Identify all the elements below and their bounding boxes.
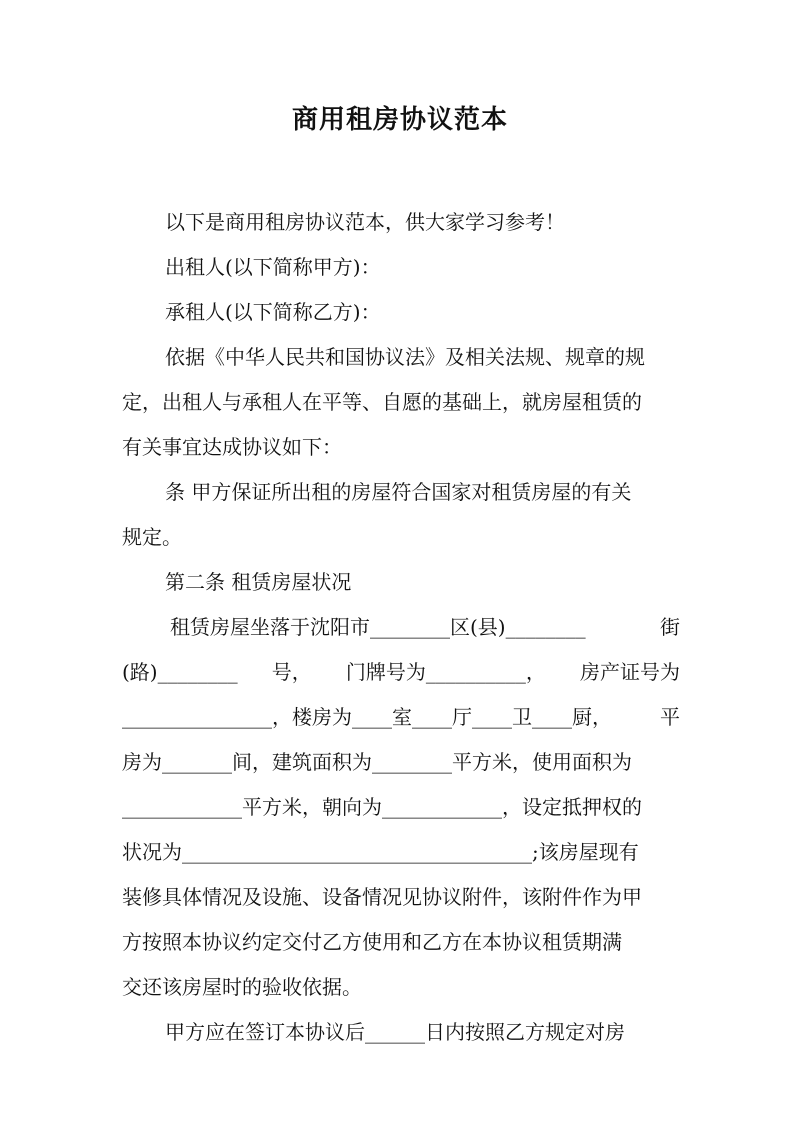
rooms-text: _______________，楼房为____室____厅____卫____厨， bbox=[122, 705, 612, 729]
basis-line-3: 有关事宜达成协议如下： bbox=[122, 435, 342, 459]
intro-line: 以下是商用租房协议范本，供大家学习参考！ bbox=[165, 210, 565, 234]
basis-line-1: 依据《中华人民共和国协议法》及相关法规、规章的规 bbox=[165, 345, 645, 369]
status-line-1: 状况为___________________________________;该房屋现有 bbox=[122, 840, 639, 864]
number-text: 号， bbox=[271, 660, 312, 684]
article-2-heading: 第二条 租赁房屋状况 bbox=[165, 570, 352, 594]
status-line-2: 装修具体情况及设施、设备情况见协议附件，该附件作为甲 bbox=[122, 885, 642, 909]
location-text-end: 街 bbox=[660, 615, 680, 639]
road-text: (路)________ bbox=[122, 660, 238, 684]
location-line bbox=[122, 605, 680, 650]
lessee-line: 承租人(以下简称乙方)： bbox=[165, 300, 381, 324]
area-line-1: 房为_______间，建筑面积为________平方米，使用面积为 bbox=[122, 750, 632, 774]
status-line-3: 方按照本协议约定交付乙方使用和乙方在本协议租赁期满 bbox=[122, 930, 622, 954]
basis-line-2: 定，出租人与承租人在平等、自愿的基础上，就房屋租赁的 bbox=[122, 390, 642, 414]
road-line bbox=[122, 650, 680, 695]
door-number-text: 门牌号为__________， bbox=[345, 660, 546, 684]
location-text: 租赁房屋坐落于沈阳市________区(县)________ bbox=[170, 615, 586, 639]
property-cert-text: 房产证号为 bbox=[579, 660, 680, 684]
status-line-4: 交还该房屋时的验收依据。 bbox=[122, 975, 362, 999]
document-body bbox=[122, 200, 680, 1055]
rooms-line bbox=[122, 695, 680, 740]
rooms-text-end: 平 bbox=[660, 705, 680, 729]
document-title: 商用租房协议范本 bbox=[291, 105, 508, 135]
delivery-line: 甲方应在签订本协议后______日内按照乙方规定对房 bbox=[165, 1020, 625, 1044]
article-1-line-2: 规定。 bbox=[122, 525, 182, 549]
lessor-line: 出租人(以下简称甲方)： bbox=[165, 255, 381, 279]
area-line-2: ____________平方米，朝向为____________，设定抵押权的 bbox=[122, 795, 642, 819]
article-1-line-1: 条 甲方保证所出租的房屋符合国家对租赁房屋的有关 bbox=[165, 480, 632, 504]
